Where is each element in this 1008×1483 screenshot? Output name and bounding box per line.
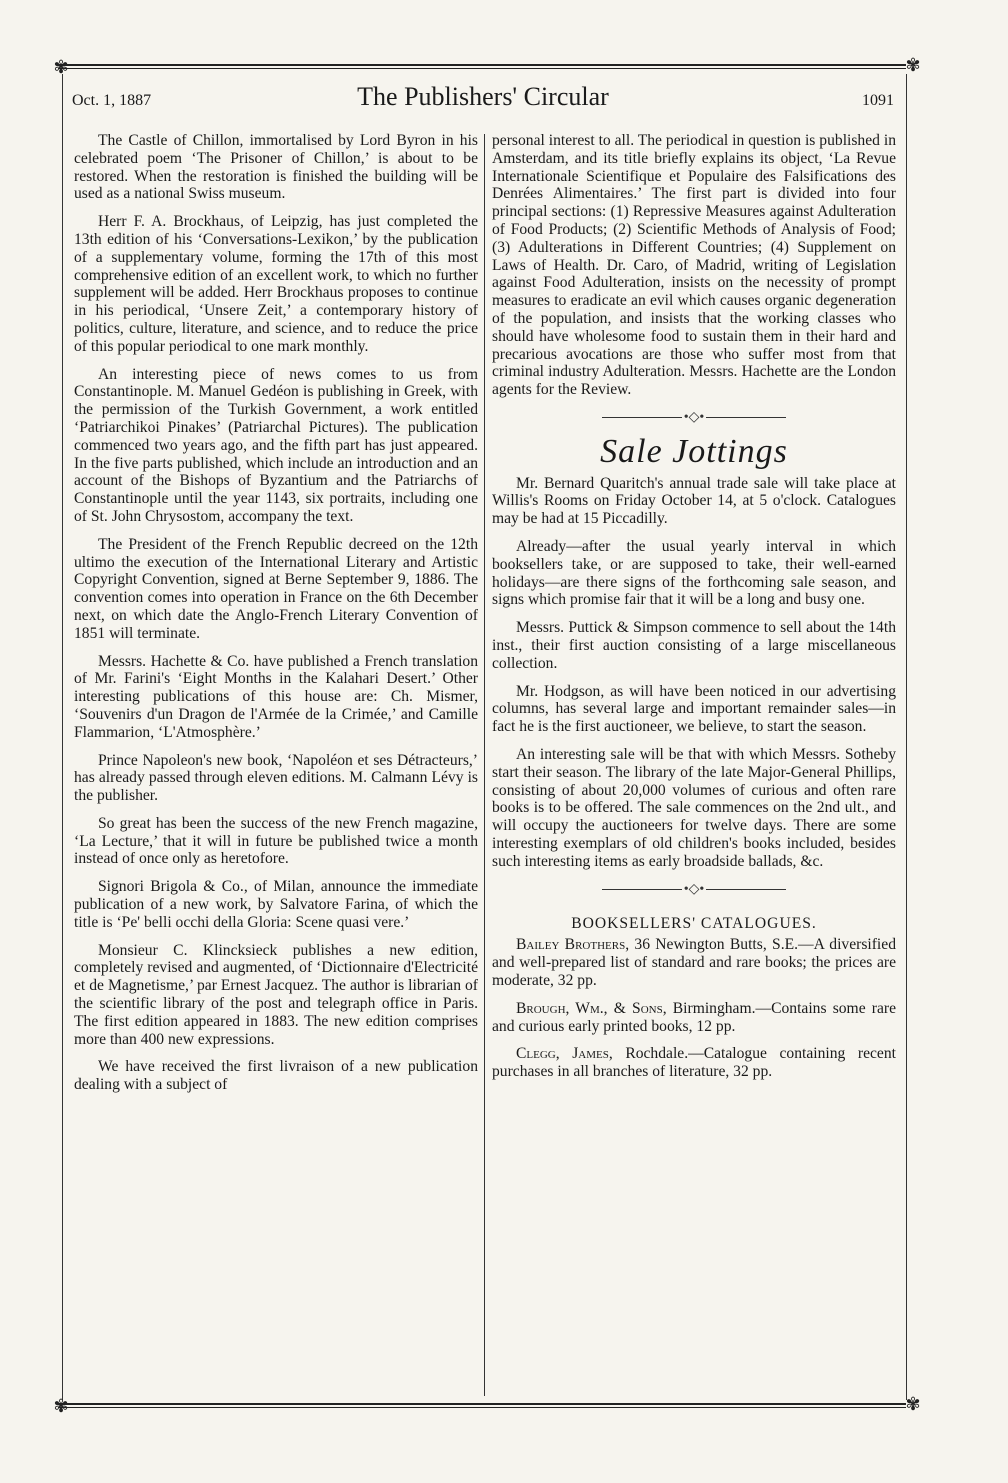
catalogue-entry: [492, 936, 896, 989]
paragraph: Already—after the usual yearly interval in which booksellers take, or are supposed to take, their well-earned holidays—are there signs of the forthcoming sale season, and signs which promise fair that it will be a long and busy one.: [492, 538, 896, 609]
separator-ornament: •◇•: [492, 409, 896, 427]
paragraph: Monsieur C. Klincksieck publishes a new edition, completely revised and augmented, of ‘Dictionnaire d'Electricité et de Magnetisme,’ par Ernest Jacquez. The author is librarian of the scientific library of the post and telegraph office in Paris. The first edition appeared in 1883. The new edition comprises more than 400 new expressions.: [74, 941, 478, 1048]
paragraph: We have received the first livraison of a new publication dealing with a subject of: [74, 1058, 478, 1094]
catalogue-entry: [492, 1045, 896, 1081]
bottom-rule: [58, 1403, 906, 1408]
page-title: The Publishers' Circular: [357, 82, 609, 111]
corner-ornament-icon: ✾: [905, 1394, 921, 1414]
corner-ornament-icon: ✾: [53, 1396, 69, 1416]
paragraph: Herr F. A. Brockhaus, of Leipzig, has just completed the 13th edition of his ‘Conversations-Lexikon,’ by the publication of a supplementary volume, forming the 17th of this most comprehensive edition of an excellent work, to which no further supplement will be added. Herr Brockhaus proposes to continue in his periodical, ‘Unsere Zeit,’ a contemporary history of politics, culture, literature, and science, and to reduce the price of this popular periodical to one mark monthly.: [74, 213, 478, 355]
continued-paragraph: personal interest to all. The periodical in question is published in Amsterdam, and its title briefly explains its object, ‘La Revue Internationale Scientifique et Populaire des Falsifications des Denrées Alimentaires.’ The first part is divided into four principal sections: (1) Repressive Measures against Adulteration of Food Products; (2) Scientific Methods of Analysis of Food; (3) Adulterations in Different Countries; (4) Supplement on Laws of Health. Dr. Caro, of Madrid, writing of Legislation against Food Adulteration, insists on the necessity of prompt measures to eradicate an evil which causes organic degeneration of the population, and insists that the working classes who should have wholesome food to sustain them in their hard and precarious avocations are those who suffer most from that criminal industry Adulteration. Messrs. Hachette are the London agents for the Review.: [492, 132, 896, 399]
page-header: [72, 82, 894, 116]
catalogue-name: Bailey Brothers,: [516, 936, 630, 954]
paragraph: Messrs. Puttick & Simpson commence to sell about the 14th inst., their first auction consisting of a large miscellaneous collection.: [492, 619, 896, 672]
right-column: [492, 132, 896, 1091]
paragraph: Messrs. Hachette & Co. have published a French translation of Mr. Farini's ‘Eight Months in the Kalahari Desert.’ Other interesting publications of this house are: Ch. Mismer, ‘Souvenirs d'un Dragon de l'Armée de la Crimée,’ and Camille Flammarion, ‘L'Atmosphère.’: [74, 652, 478, 741]
catalogue-text: Rochdale.—Catalogue containing recent purchases in all branches of literature, 32 pp.: [492, 1045, 896, 1081]
sale-jottings-title: Sale Jottings: [600, 432, 788, 470]
right-border-rule: [906, 74, 907, 1400]
column-divider: [484, 134, 485, 1396]
paragraph: An interesting piece of news comes to us from Constantinople. M. Manuel Gedéon is publishing in Greek, with the permission of the Turkish Government, a work entitled ‘Patriarchikoi Pinakes’ (Patriarchal Pictures). The publication commenced two years ago, and the fifth part has just appeared. In the five parts published, which include an introduction and an account of the Bishops of Byzantium and the Patriarchs of Constantinople until the year 1143, six portraits, including one of St. John Chrysostom, accompany the text.: [74, 365, 478, 525]
paragraph: The President of the French Republic decreed on the 12th ultimo the execution of the International Literary and Artistic Copyright Convention, signed at Berne September 9, 1886. The convention comes into operation in France on the 6th December next, on which date the Anglo-French Literary Convention of 1851 will terminate.: [74, 535, 478, 642]
left-border-rule: [62, 74, 63, 1400]
catalogues-heading: BOOKSELLERS' CATALOGUES.: [571, 914, 817, 932]
paragraph: Prince Napoleon's new book, ‘Napoléon et ses Détracteurs,’ has already passed through eleven editions. M. Calmann Lévy is the publisher.: [74, 751, 478, 805]
issue-date: Oct. 1, 1887: [72, 92, 152, 109]
paragraph: So great has been the success of the new French magazine, ‘La Lecture,’ that it will in future be published twice a month instead of once only as heretofore.: [74, 814, 478, 868]
catalogue-name: Clegg, James,: [516, 1045, 613, 1063]
page-number: 1091: [862, 92, 894, 109]
catalogue-name: Brough, Wm., & Sons,: [516, 999, 667, 1017]
catalogue-text: 36 Newington Butts, S.E.—A diversified and well-prepared list of standard and rare books; the prices are moderate, 32 pp.: [492, 936, 896, 989]
separator-ornament: •◇•: [492, 881, 896, 899]
corner-ornament-icon: ✾: [905, 55, 921, 75]
paragraph: Mr. Bernard Quaritch's annual trade sale will take place at Willis's Rooms on Friday October 14, at 5 o'clock. Catalogues may be had at 15 Piccadilly.: [492, 474, 896, 528]
paragraph: Mr. Hodgson, as will have been noticed in our advertising columns, has several large and important remainder sales—in fact he is the first auctioneer, we believe, to start the season.: [492, 682, 896, 736]
catalogue-text: Birmingham.—Contains some rare and curious early printed books, 12 pp.: [492, 999, 896, 1035]
left-column: [74, 132, 478, 1104]
top-rule: [58, 64, 906, 69]
corner-ornament-icon: ✾: [53, 57, 69, 77]
paragraph: The Castle of Chillon, immortalised by Lord Byron in his celebrated poem ‘The Prisoner of Chillon,’ is about to be restored. When the restoration is finished the building will be used as a national Swiss museum.: [74, 132, 478, 203]
catalogue-entry: [492, 1000, 896, 1036]
paragraph: Signori Brigola & Co., of Milan, announce the immediate publication of a new work, by Salvatore Farina, of which the title is ‘Pe' belli occhi della Gloria: Scene quasi vere.’: [74, 878, 478, 931]
paragraph: An interesting sale will be that with which Messrs. Sotheby start their season. The library of the late Major-General Phillips, consisting of about 20,000 volumes of curious and often rare books is to be offered. The sale commences on the 2nd ult., and will occupy the auctioneers for twelve days. There are some interesting exemplars of old children's books included, besides such interesting items as early broadside ballads, &c.: [492, 746, 896, 870]
